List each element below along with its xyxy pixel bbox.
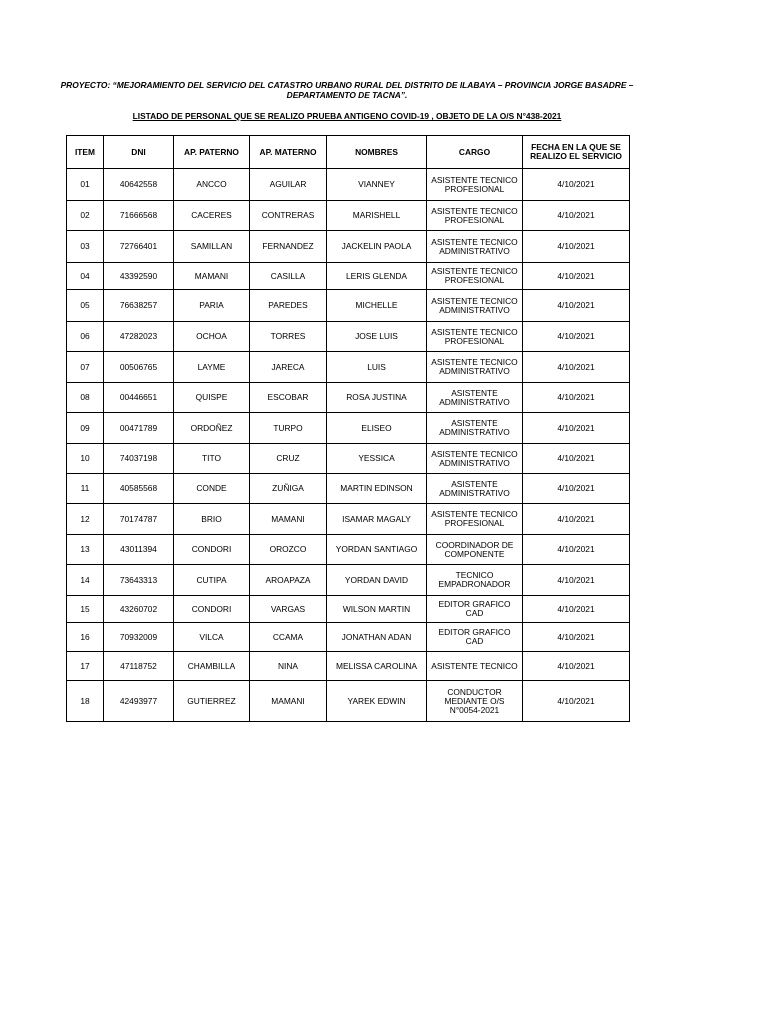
table-row [67,383,630,413]
cell-item: 11 [67,474,104,504]
cell-nombres: MELISSA CAROLINA [327,652,427,681]
column-header-ap-paterno: AP. PATERNO [174,136,250,169]
cell-item: 14 [67,565,104,596]
table-row [67,565,630,596]
table-row [67,504,630,535]
cell-cargo: ASISTENTE TECNICO ADMINISTRATIVO [427,290,523,322]
cell-dni: 71666568 [104,201,174,231]
cell-item: 08 [67,383,104,413]
cell-ap-paterno: VILCA [174,623,250,652]
cell-fecha: 4/10/2021 [523,201,630,231]
cell-ap-paterno: LAYME [174,352,250,383]
cell-ap-materno: TORRES [250,322,327,352]
cell-dni: 70932009 [104,623,174,652]
cell-cargo: ASISTENTE TECNICO ADMINISTRATIVO [427,352,523,383]
cell-fecha: 4/10/2021 [523,352,630,383]
cell-nombres: ISAMAR MAGALY [327,504,427,535]
cell-nombres: MARTIN EDINSON [327,474,427,504]
table-row [67,535,630,565]
cell-nombres: MARISHELL [327,201,427,231]
cell-ap-materno: CONTRERAS [250,201,327,231]
cell-cargo: ASISTENTE TECNICO ADMINISTRATIVO [427,231,523,263]
cell-dni: 72766401 [104,231,174,263]
cell-ap-materno: AROAPAZA [250,565,327,596]
table-row [67,263,630,290]
cell-dni: 42493977 [104,681,174,722]
cell-cargo: TECNICO EMPADRONADOR [427,565,523,596]
table-row [67,322,630,352]
table-row [67,290,630,322]
cell-cargo: COORDINADOR DE COMPONENTE [427,535,523,565]
cell-item: 02 [67,201,104,231]
cell-fecha: 4/10/2021 [523,413,630,444]
column-header-nombres: NOMBRES [327,136,427,169]
cell-dni: 47282023 [104,322,174,352]
cell-dni: 74037198 [104,444,174,474]
cell-nombres: ROSA JUSTINA [327,383,427,413]
column-header-cargo: CARGO [427,136,523,169]
cell-fecha: 4/10/2021 [523,504,630,535]
cell-ap-paterno: CONDORI [174,535,250,565]
cell-fecha: 4/10/2021 [523,290,630,322]
cell-item: 04 [67,263,104,290]
table-row [67,652,630,681]
cell-dni: 76638257 [104,290,174,322]
cell-nombres: WILSON MARTIN [327,596,427,623]
table-row [67,444,630,474]
table-row [67,681,630,722]
cell-nombres: LUIS [327,352,427,383]
project-title: PROYECTO: “MEJORAMIENTO DEL SERVICIO DEL CATASTRO URBANO RURAL DEL DISTRITO DE ILABAYA – PROVINCIA JORGE BASADRE – DEPARTAMENTO DE TACNA”. [60,80,634,100]
table-header-row [67,136,630,169]
cell-fecha: 4/10/2021 [523,474,630,504]
cell-ap-materno: ESCOBAR [250,383,327,413]
table-body [67,169,630,722]
cell-nombres: JOSE LUIS [327,322,427,352]
cell-item: 03 [67,231,104,263]
cell-ap-paterno: SAMILLAN [174,231,250,263]
cell-dni: 47118752 [104,652,174,681]
cell-dni: 40585568 [104,474,174,504]
cell-cargo: ASISTENTE ADMINISTRATIVO [427,383,523,413]
cell-ap-paterno: TITO [174,444,250,474]
column-header-ap-materno: AP. MATERNO [250,136,327,169]
cell-cargo: ASISTENTE TECNICO PROFESIONAL [427,504,523,535]
cell-item: 12 [67,504,104,535]
cell-item: 07 [67,352,104,383]
table-row [67,352,630,383]
column-header-item: ITEM [67,136,104,169]
cell-cargo: ASISTENTE TECNICO PROFESIONAL [427,201,523,231]
cell-ap-paterno: OCHOA [174,322,250,352]
cell-cargo: ASISTENTE TECNICO ADMINISTRATIVO [427,444,523,474]
cell-dni: 43392590 [104,263,174,290]
cell-fecha: 4/10/2021 [523,681,630,722]
cell-fecha: 4/10/2021 [523,169,630,201]
cell-dni: 70174787 [104,504,174,535]
cell-dni: 43011394 [104,535,174,565]
cell-cargo: ASISTENTE TECNICO [427,652,523,681]
cell-item: 09 [67,413,104,444]
cell-fecha: 4/10/2021 [523,623,630,652]
cell-fecha: 4/10/2021 [523,383,630,413]
cell-cargo: ASISTENTE TECNICO PROFESIONAL [427,263,523,290]
cell-ap-paterno: CHAMBILLA [174,652,250,681]
cell-ap-materno: NINA [250,652,327,681]
cell-nombres: YESSICA [327,444,427,474]
cell-item: 06 [67,322,104,352]
cell-ap-materno: MAMANI [250,681,327,722]
cell-nombres: YORDAN SANTIAGO [327,535,427,565]
cell-dni: 00471789 [104,413,174,444]
cell-fecha: 4/10/2021 [523,565,630,596]
cell-ap-paterno: CONDE [174,474,250,504]
cell-item: 16 [67,623,104,652]
table-row [67,474,630,504]
cell-ap-materno: PAREDES [250,290,327,322]
cell-ap-materno: VARGAS [250,596,327,623]
cell-ap-materno: MAMANI [250,504,327,535]
cell-nombres: JONATHAN ADAN [327,623,427,652]
cell-fecha: 4/10/2021 [523,535,630,565]
cell-ap-materno: CCAMA [250,623,327,652]
cell-item: 17 [67,652,104,681]
cell-ap-materno: CASILLA [250,263,327,290]
cell-ap-paterno: CACERES [174,201,250,231]
cell-ap-paterno: GUTIERREZ [174,681,250,722]
cell-item: 05 [67,290,104,322]
cell-dni: 00506765 [104,352,174,383]
cell-ap-paterno: CUTIPA [174,565,250,596]
cell-ap-materno: JARECA [250,352,327,383]
cell-nombres: VIANNEY [327,169,427,201]
column-header-fecha: FECHA EN LA QUE SE REALIZO EL SERVICIO [523,136,630,169]
cell-ap-materno: AGUILAR [250,169,327,201]
cell-dni: 43260702 [104,596,174,623]
cell-nombres: YORDAN DAVID [327,565,427,596]
cell-ap-paterno: BRIO [174,504,250,535]
cell-cargo: ASISTENTE ADMINISTRATIVO [427,474,523,504]
personnel-table [66,135,630,722]
cell-cargo: ASISTENTE TECNICO PROFESIONAL [427,322,523,352]
cell-ap-materno: TURPO [250,413,327,444]
cell-nombres: LERIS GLENDA [327,263,427,290]
document-subtitle: LISTADO DE PERSONAL QUE SE REALIZO PRUEBA ANTIGENO COVID-19 , OBJETO DE LA O/S N°438-2021 [132,111,562,121]
cell-ap-paterno: MAMANI [174,263,250,290]
cell-ap-paterno: CONDORI [174,596,250,623]
cell-cargo: EDITOR GRAFICO CAD [427,623,523,652]
cell-fecha: 4/10/2021 [523,596,630,623]
cell-fecha: 4/10/2021 [523,231,630,263]
cell-fecha: 4/10/2021 [523,263,630,290]
cell-item: 15 [67,596,104,623]
cell-dni: 40642558 [104,169,174,201]
cell-cargo: ASISTENTE TECNICO PROFESIONAL [427,169,523,201]
cell-ap-paterno: QUISPE [174,383,250,413]
table-row [67,413,630,444]
column-header-dni: DNI [104,136,174,169]
cell-ap-materno: ZUÑIGA [250,474,327,504]
cell-ap-materno: FERNANDEZ [250,231,327,263]
table-row [67,623,630,652]
cell-item: 10 [67,444,104,474]
table-row [67,231,630,263]
cell-fecha: 4/10/2021 [523,322,630,352]
cell-item: 13 [67,535,104,565]
cell-nombres: JACKELIN PAOLA [327,231,427,263]
table-row [67,169,630,201]
cell-cargo: ASISTENTE ADMINISTRATIVO [427,413,523,444]
cell-nombres: MICHELLE [327,290,427,322]
cell-ap-paterno: PARIA [174,290,250,322]
cell-ap-paterno: ANCCO [174,169,250,201]
cell-item: 18 [67,681,104,722]
cell-fecha: 4/10/2021 [523,652,630,681]
cell-dni: 73643313 [104,565,174,596]
cell-cargo: CONDUCTOR MEDIANTE O/S N°0054-2021 [427,681,523,722]
cell-nombres: ELISEO [327,413,427,444]
cell-nombres: YAREK EDWIN [327,681,427,722]
table-row [67,201,630,231]
cell-dni: 00446651 [104,383,174,413]
table-row [67,596,630,623]
cell-cargo: EDITOR GRAFICO CAD [427,596,523,623]
cell-ap-materno: CRUZ [250,444,327,474]
cell-fecha: 4/10/2021 [523,444,630,474]
cell-item: 01 [67,169,104,201]
cell-ap-materno: OROZCO [250,535,327,565]
cell-ap-paterno: ORDOÑEZ [174,413,250,444]
